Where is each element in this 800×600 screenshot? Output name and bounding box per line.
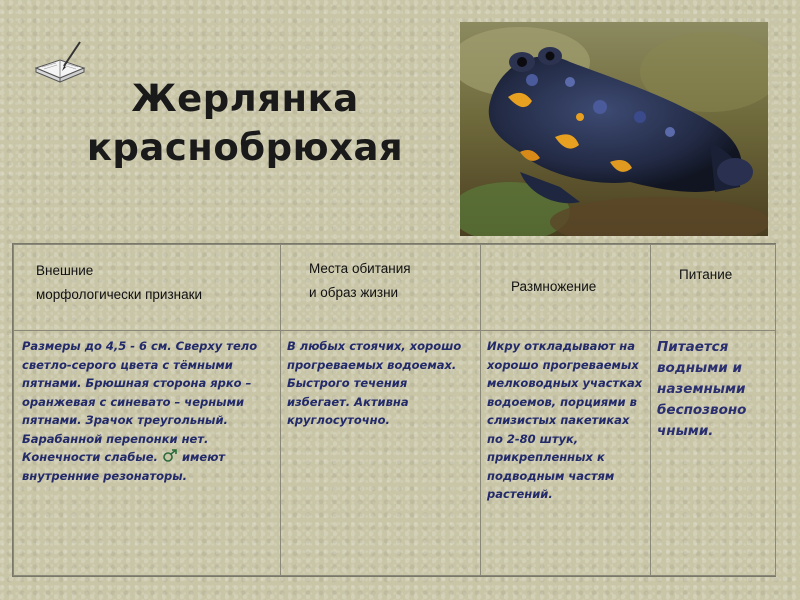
habitat-text: В любых стоячих, хорошо прогреваемых водоемах. Быстрого течения избегает. Активна круглосуточно. [287,339,462,427]
header-habitat-line-2: и образ жизни [309,285,399,300]
info-table [12,243,776,577]
header-cell-habitat [281,245,481,331]
male-symbol-icon [162,449,178,463]
header-cell-reproduction [481,245,651,331]
slide-title [70,74,420,172]
header-reproduction: Размножение [511,279,597,294]
cell-diet [651,331,776,576]
reproduction-text: Икру откладывают на хорошо прогреваемых мелководных участках водоемов, порциями в слизистых пакетиках по 2-80 штук, прикрепленных к подводным частям растений. [487,339,643,501]
cell-reproduction [481,331,651,576]
title-line-2: краснобрюхая [86,126,404,169]
toad-photo [460,22,768,236]
title-line-1: Жерлянка [131,77,359,120]
cell-habitat [281,331,481,576]
header-habitat-line-1: Места обитания [309,261,411,276]
header-appearance-line-1: Внешние [36,263,94,278]
header-cell-appearance [14,245,281,331]
header-appearance-line-2: морфологически признаки [36,287,203,302]
cell-appearance [14,331,281,576]
diet-text: Питается водными и наземными беспозвоно чными. [657,339,747,439]
header-cell-diet [651,245,776,331]
header-diet: Питание [679,267,733,282]
appearance-text-continued: имеют внутренние резонаторы. [22,450,226,483]
appearance-text: Размеры до 4,5 - 6 см. Сверху тело светло-серого цвета с тёмными пятнами. Брюшная сторона ярко – оранжевая с синевато – черными пятнами. Зрачок треугольный. Барабанной перепонки нет. Конечности слабые. [22,339,258,464]
